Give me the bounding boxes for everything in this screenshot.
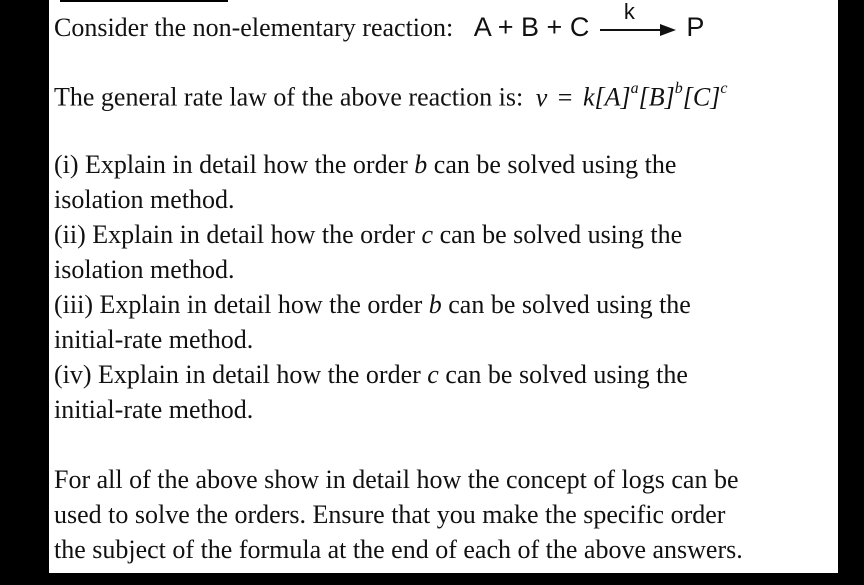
reactants: A + B + C [473,12,590,42]
question-i-line1 [54,152,676,178]
question-iii-var: b [428,290,442,319]
question-ii-suffix: can be solved using the [439,220,683,249]
question-iii-prefix: (iii) Explain in detail how the order [54,290,423,319]
conc-c: [C] [682,82,721,112]
closing-line1: For all of the above show in detail how the concept of logs can be [54,465,739,494]
question-i-prefix: (i) Explain in detail how the order [54,150,408,179]
order-c: c [720,80,728,97]
question-iii-suffix: can be solved using the [448,290,691,319]
question-iii-line1 [54,292,691,318]
question-i-var: b [414,150,428,179]
question-i-suffix: can be solved using the [433,150,677,179]
question-i-line2: isolation method. [54,185,235,214]
question-ii-var: c [421,220,434,249]
question-iv-var: c [427,360,439,389]
intro-text: Consider the non-elementary reaction: [54,13,454,42]
question-iv-suffix: can be solved using the [445,360,688,389]
rate-law-text: The general rate law of the above reaction is: [54,82,524,112]
order-b: b [674,80,683,97]
reaction-line [54,0,705,43]
conc-a: [A] [594,82,631,112]
question-ii-line2: isolation method. [54,255,235,284]
top-rule [60,0,228,2]
question-iv-line1 [54,362,688,388]
question-iv-line2: initial-rate method. [54,395,254,424]
rate-law-line [54,80,728,112]
closing-line3: the subject of the formula at the end of each of the above answers. [54,535,743,564]
reaction-arrow [598,0,678,43]
question-ii-prefix: (ii) Explain in detail how the order [54,220,416,249]
question-iv-prefix: (iv) Explain in detail how the order [54,360,421,389]
product: P [686,12,705,42]
rate-constant-label: k [623,0,635,25]
order-a: a [630,80,639,97]
arrow-icon [598,23,678,37]
question-iii-line2: initial-rate method. [54,325,254,354]
rate-k: k [582,82,595,112]
conc-b: [B] [638,82,675,112]
rate-v: v [535,82,548,112]
closing-line2: used to solve the orders. Ensure that you make the specific order [54,500,726,529]
question-ii-line1 [54,222,682,248]
rate-equals: = [557,82,573,112]
